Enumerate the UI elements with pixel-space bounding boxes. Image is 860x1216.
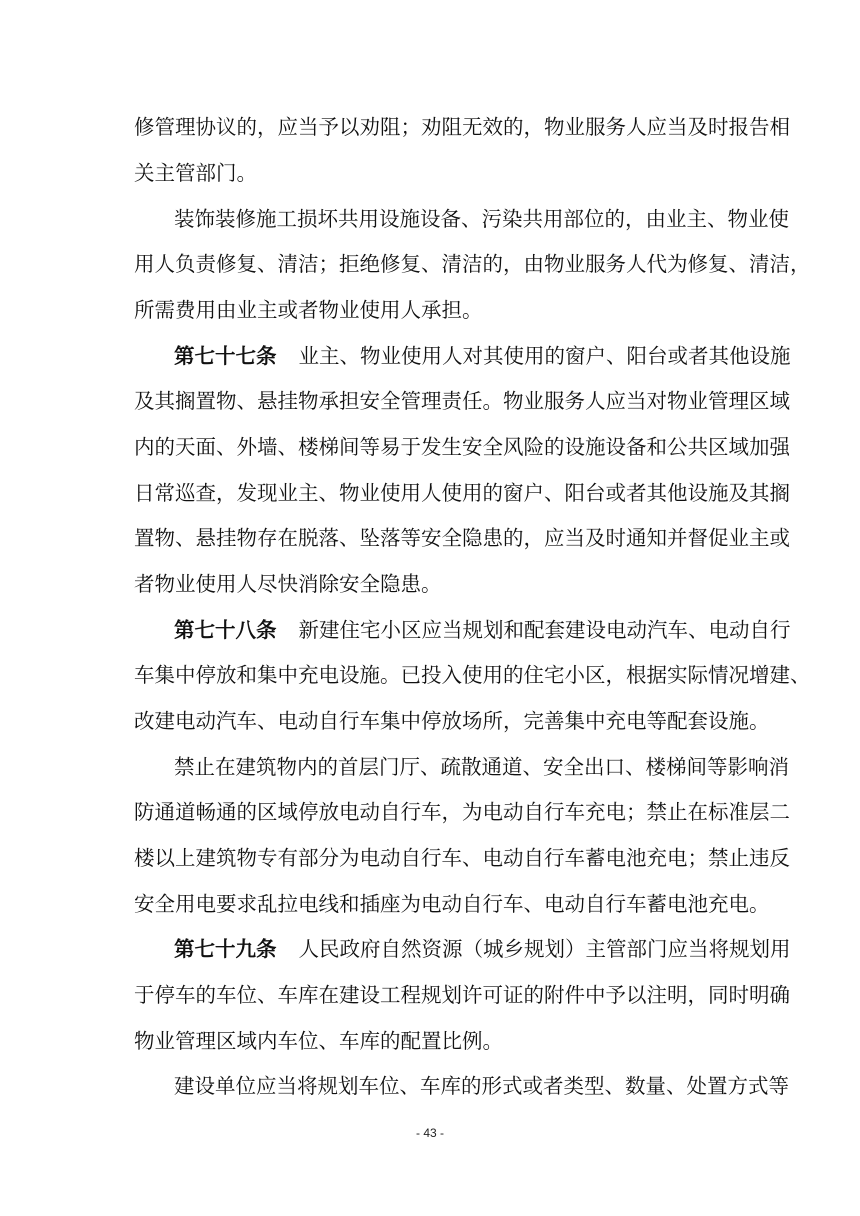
page-number: - 43 - [415, 1126, 444, 1140]
text-line: 安全用电要求乱拉电线和插座为电动自行车、电动自行车蓄电池充电。 [134, 892, 770, 916]
text-line: 改建电动汽车、电动自行车集中停放场所，完善集中充电等配套设施。 [134, 709, 770, 733]
text-line: 修管理协议的，应当予以劝阻；劝阻无效的，物业服务人应当及时报告相 [134, 115, 790, 139]
text-line: 楼以上建筑物专有部分为电动自行车、电动自行车蓄电池充电；禁止违反 [134, 846, 790, 870]
paragraph-first-line: 装饰装修施工损坏共用设施设备、污染共用部位的，由业主、物业使 [174, 207, 789, 231]
article-heading: 第七十九条 [174, 937, 277, 961]
text-line: 于停车的车位、车库在建设工程规划许可证的附件中予以注明，同时明确 [134, 983, 790, 1007]
text-line: 置物、悬挂物存在脱落、坠落等安全隐患的，应当及时通知并督促业主或 [134, 526, 790, 550]
text-line: 内的天面、外墙、楼梯间等易于发生安全风险的设施设备和公共区域加强 [134, 435, 790, 459]
text-line: 防通道畅通的区域停放电动自行车，为电动自行车充电；禁止在标准层二 [134, 800, 790, 824]
text-line: 及其搁置物、悬挂物承担安全管理责任。物业服务人应当对物业管理区域 [134, 389, 790, 413]
text-line: 关主管部门。 [134, 161, 257, 185]
text-line: 日常巡查，发现业主、物业使用人使用的窗户、阳台或者其他设施及其搁 [134, 481, 790, 505]
article-heading: 第七十八条 [174, 618, 277, 642]
paragraph-first-line: 建设单位应当将规划车位、车库的形式或者类型、数量、处置方式等 [174, 1074, 789, 1098]
article-77-first-line: 第七十七条 业主、物业使用人对其使用的窗户、阳台或者其他设施 [0, 336, 860, 376]
article-79-first-line: 第七十九条 人民政府自然资源（城乡规划）主管部门应当将规划用 [0, 929, 860, 969]
text-line: 物业管理区域内车位、车库的配置比例。 [134, 1029, 503, 1053]
article-78-first-line: 第七十八条 新建住宅小区应当规划和配套建设电动汽车、电动自行 [0, 610, 860, 650]
text-line: 车集中停放和集中充电设施。已投入使用的住宅小区，根据实际情况增建、 [134, 663, 811, 687]
text-line: 所需费用由业主或者物业使用人承担。 [134, 298, 483, 322]
article-heading: 第七十七条 [174, 344, 277, 368]
text-line: 用人负责修复、清洁；拒绝修复、清洁的，由物业服务人代为修复、清洁， [134, 252, 811, 276]
paragraph-first-line: 禁止在建筑物内的首层门厅、疏散通道、安全出口、楼梯间等影响消 [174, 755, 789, 779]
text-line: 者物业使用人尽快消除安全隐患。 [134, 572, 442, 596]
